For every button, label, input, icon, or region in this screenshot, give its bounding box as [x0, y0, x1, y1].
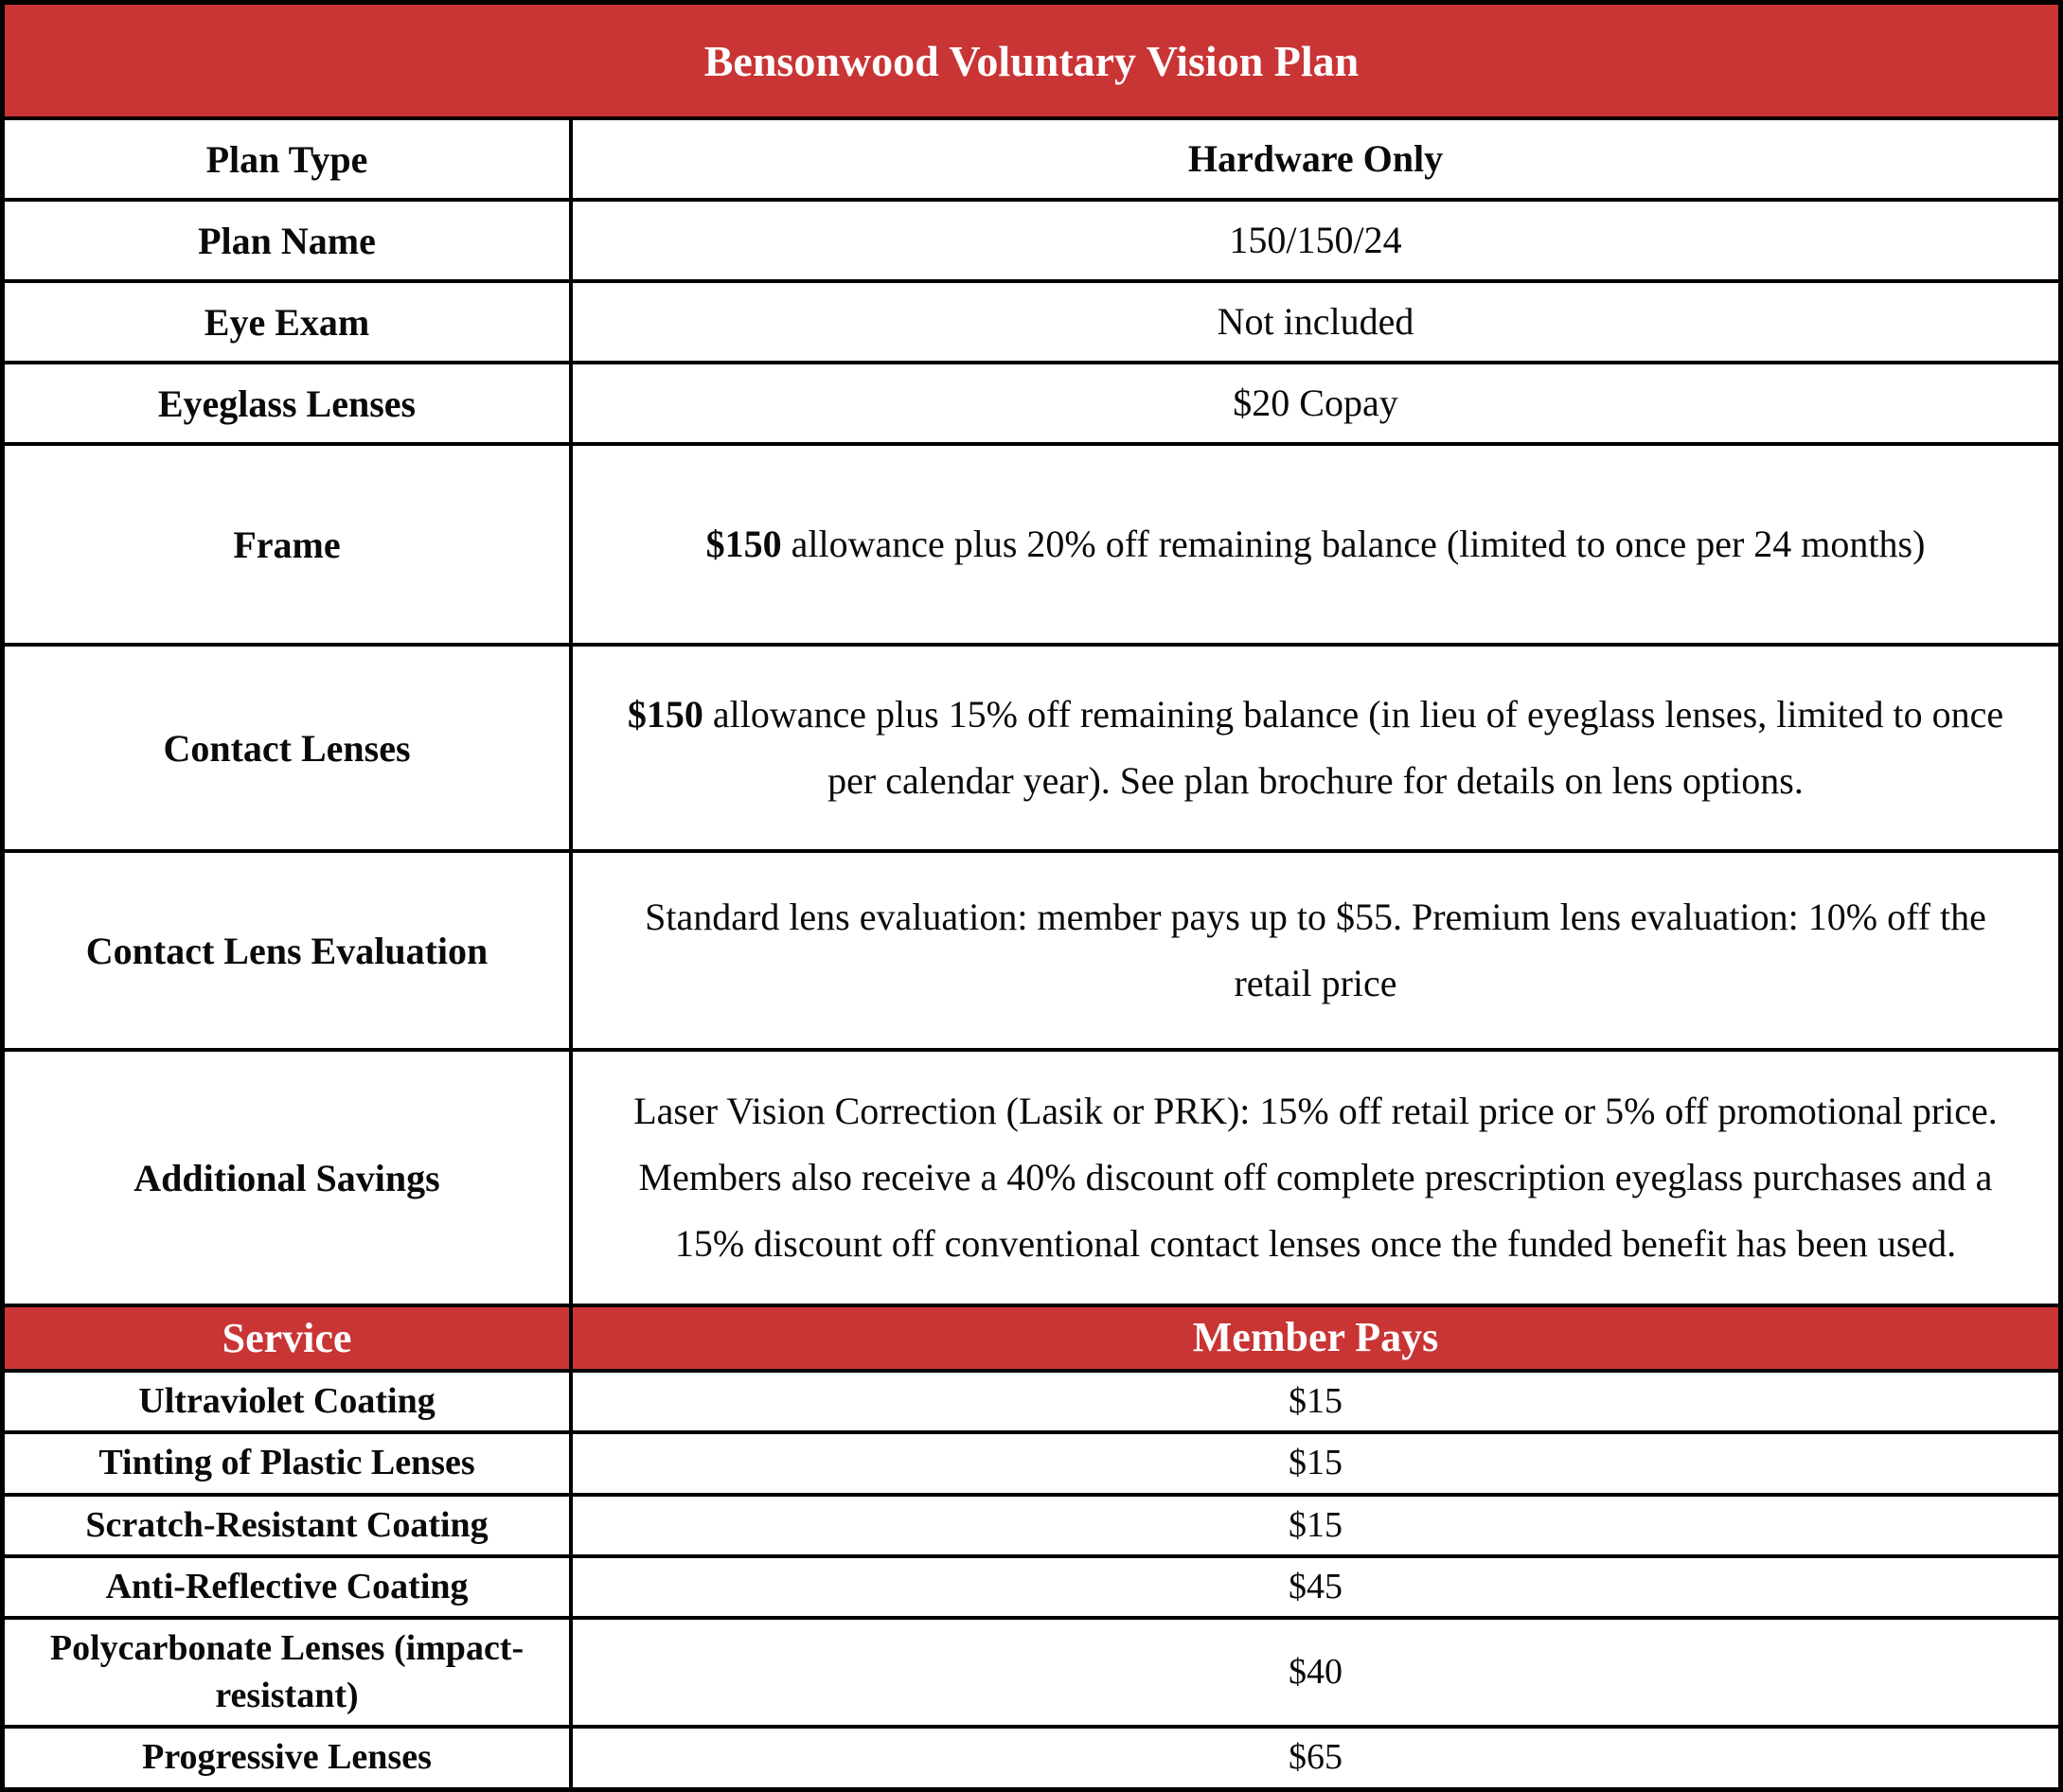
row-value [573, 1052, 2058, 1304]
row-value [573, 202, 2058, 279]
row-value-rest: Standard lens evaluation: member pays up to $55. Premium lens evaluation: 10% off the retail price [645, 896, 1986, 1004]
service-column-header: Service [5, 1307, 573, 1369]
row-value-bold: $150 [705, 523, 782, 565]
table-row-contact-lens-evaluation [5, 849, 2058, 1048]
row-value-text [706, 511, 1926, 577]
row-value-text [625, 682, 2006, 814]
row-value-text: $20 Copay [1233, 381, 1398, 424]
row-label: Frame [5, 446, 573, 643]
table-row-progressive-lenses [5, 1725, 2058, 1786]
table-row-eyeglass-lenses [5, 361, 2058, 442]
row-label: Eyeglass Lenses [5, 364, 573, 442]
row-label: Contact Lenses [5, 647, 573, 849]
row-value-rest: Laser Vision Correction (Lasik or PRK): 15% off retail price or 5% off promotional price. Members also receive a 40% discount off complete prescription eyeglass purchases and a 15% discount off conventional contact lenses once the funded benefit has been used. [633, 1090, 1998, 1265]
service-name: Scratch-Resistant Coating [5, 1497, 573, 1554]
service-header-row [5, 1304, 2058, 1369]
table-row-tinting-plastic-lenses [5, 1430, 2058, 1492]
table-row-scratch-resistant-coating [5, 1493, 2058, 1554]
row-value-text [625, 884, 2006, 1017]
table-row-eye-exam [5, 279, 2058, 361]
member-pays-value: $40 [1289, 1652, 1343, 1693]
table-row-contact-lenses [5, 643, 2058, 849]
row-value-bold: Hardware Only [1187, 137, 1444, 180]
service-name: Ultraviolet Coating [5, 1373, 573, 1430]
table-row-polycarbonate-lenses [5, 1616, 2058, 1725]
row-value [573, 120, 2058, 198]
table-row-ultraviolet-coating [5, 1369, 2058, 1430]
table-row-additional-savings [5, 1048, 2058, 1304]
row-value [573, 853, 2058, 1048]
member-pays-value: $15 [1289, 1443, 1343, 1483]
table-title-row [5, 5, 2058, 116]
row-value-text: Not included [1217, 300, 1414, 343]
service-name: Polycarbonate Lenses (impact-resistant) [5, 1620, 573, 1725]
member-pays-value: $15 [1289, 1380, 1343, 1421]
row-value-bold: $150 [627, 693, 703, 736]
row-value-text [625, 1078, 2006, 1277]
service-name: Progressive Lenses [5, 1729, 573, 1786]
row-value [573, 647, 2058, 849]
row-value-text: 150/150/24 [1229, 219, 1402, 261]
row-value [573, 283, 2058, 361]
row-value [573, 364, 2058, 442]
table-row-plan-type [5, 116, 2058, 198]
member-pays-value: $65 [1289, 1737, 1343, 1778]
row-value-rest: allowance plus 15% off remaining balance (in lieu of eyeglass lenses, limited to once per calendar year). See plan brochure for details on lens options. [702, 693, 2004, 802]
row-label: Contact Lens Evaluation [5, 853, 573, 1048]
row-label: Additional Savings [5, 1052, 573, 1304]
service-name: Anti-Reflective Coating [5, 1558, 573, 1616]
table-row-plan-name [5, 198, 2058, 279]
page-title: Bensonwood Voluntary Vision Plan [703, 36, 1360, 85]
table-row-frame [5, 442, 2058, 643]
member-pays-value: $15 [1289, 1504, 1343, 1545]
row-label: Plan Name [5, 202, 573, 279]
member-pays-value: $45 [1289, 1566, 1343, 1606]
row-value-rest: allowance plus 20% off remaining balance (limited to once per 24 months) [781, 523, 1926, 565]
service-name: Tinting of Plastic Lenses [5, 1434, 573, 1492]
row-label: Eye Exam [5, 283, 573, 361]
member-pays-column-header: Member Pays [1192, 1314, 1439, 1360]
table-row-anti-reflective-coating [5, 1554, 2058, 1616]
row-label: Plan Type [5, 120, 573, 198]
row-value [573, 446, 2058, 643]
